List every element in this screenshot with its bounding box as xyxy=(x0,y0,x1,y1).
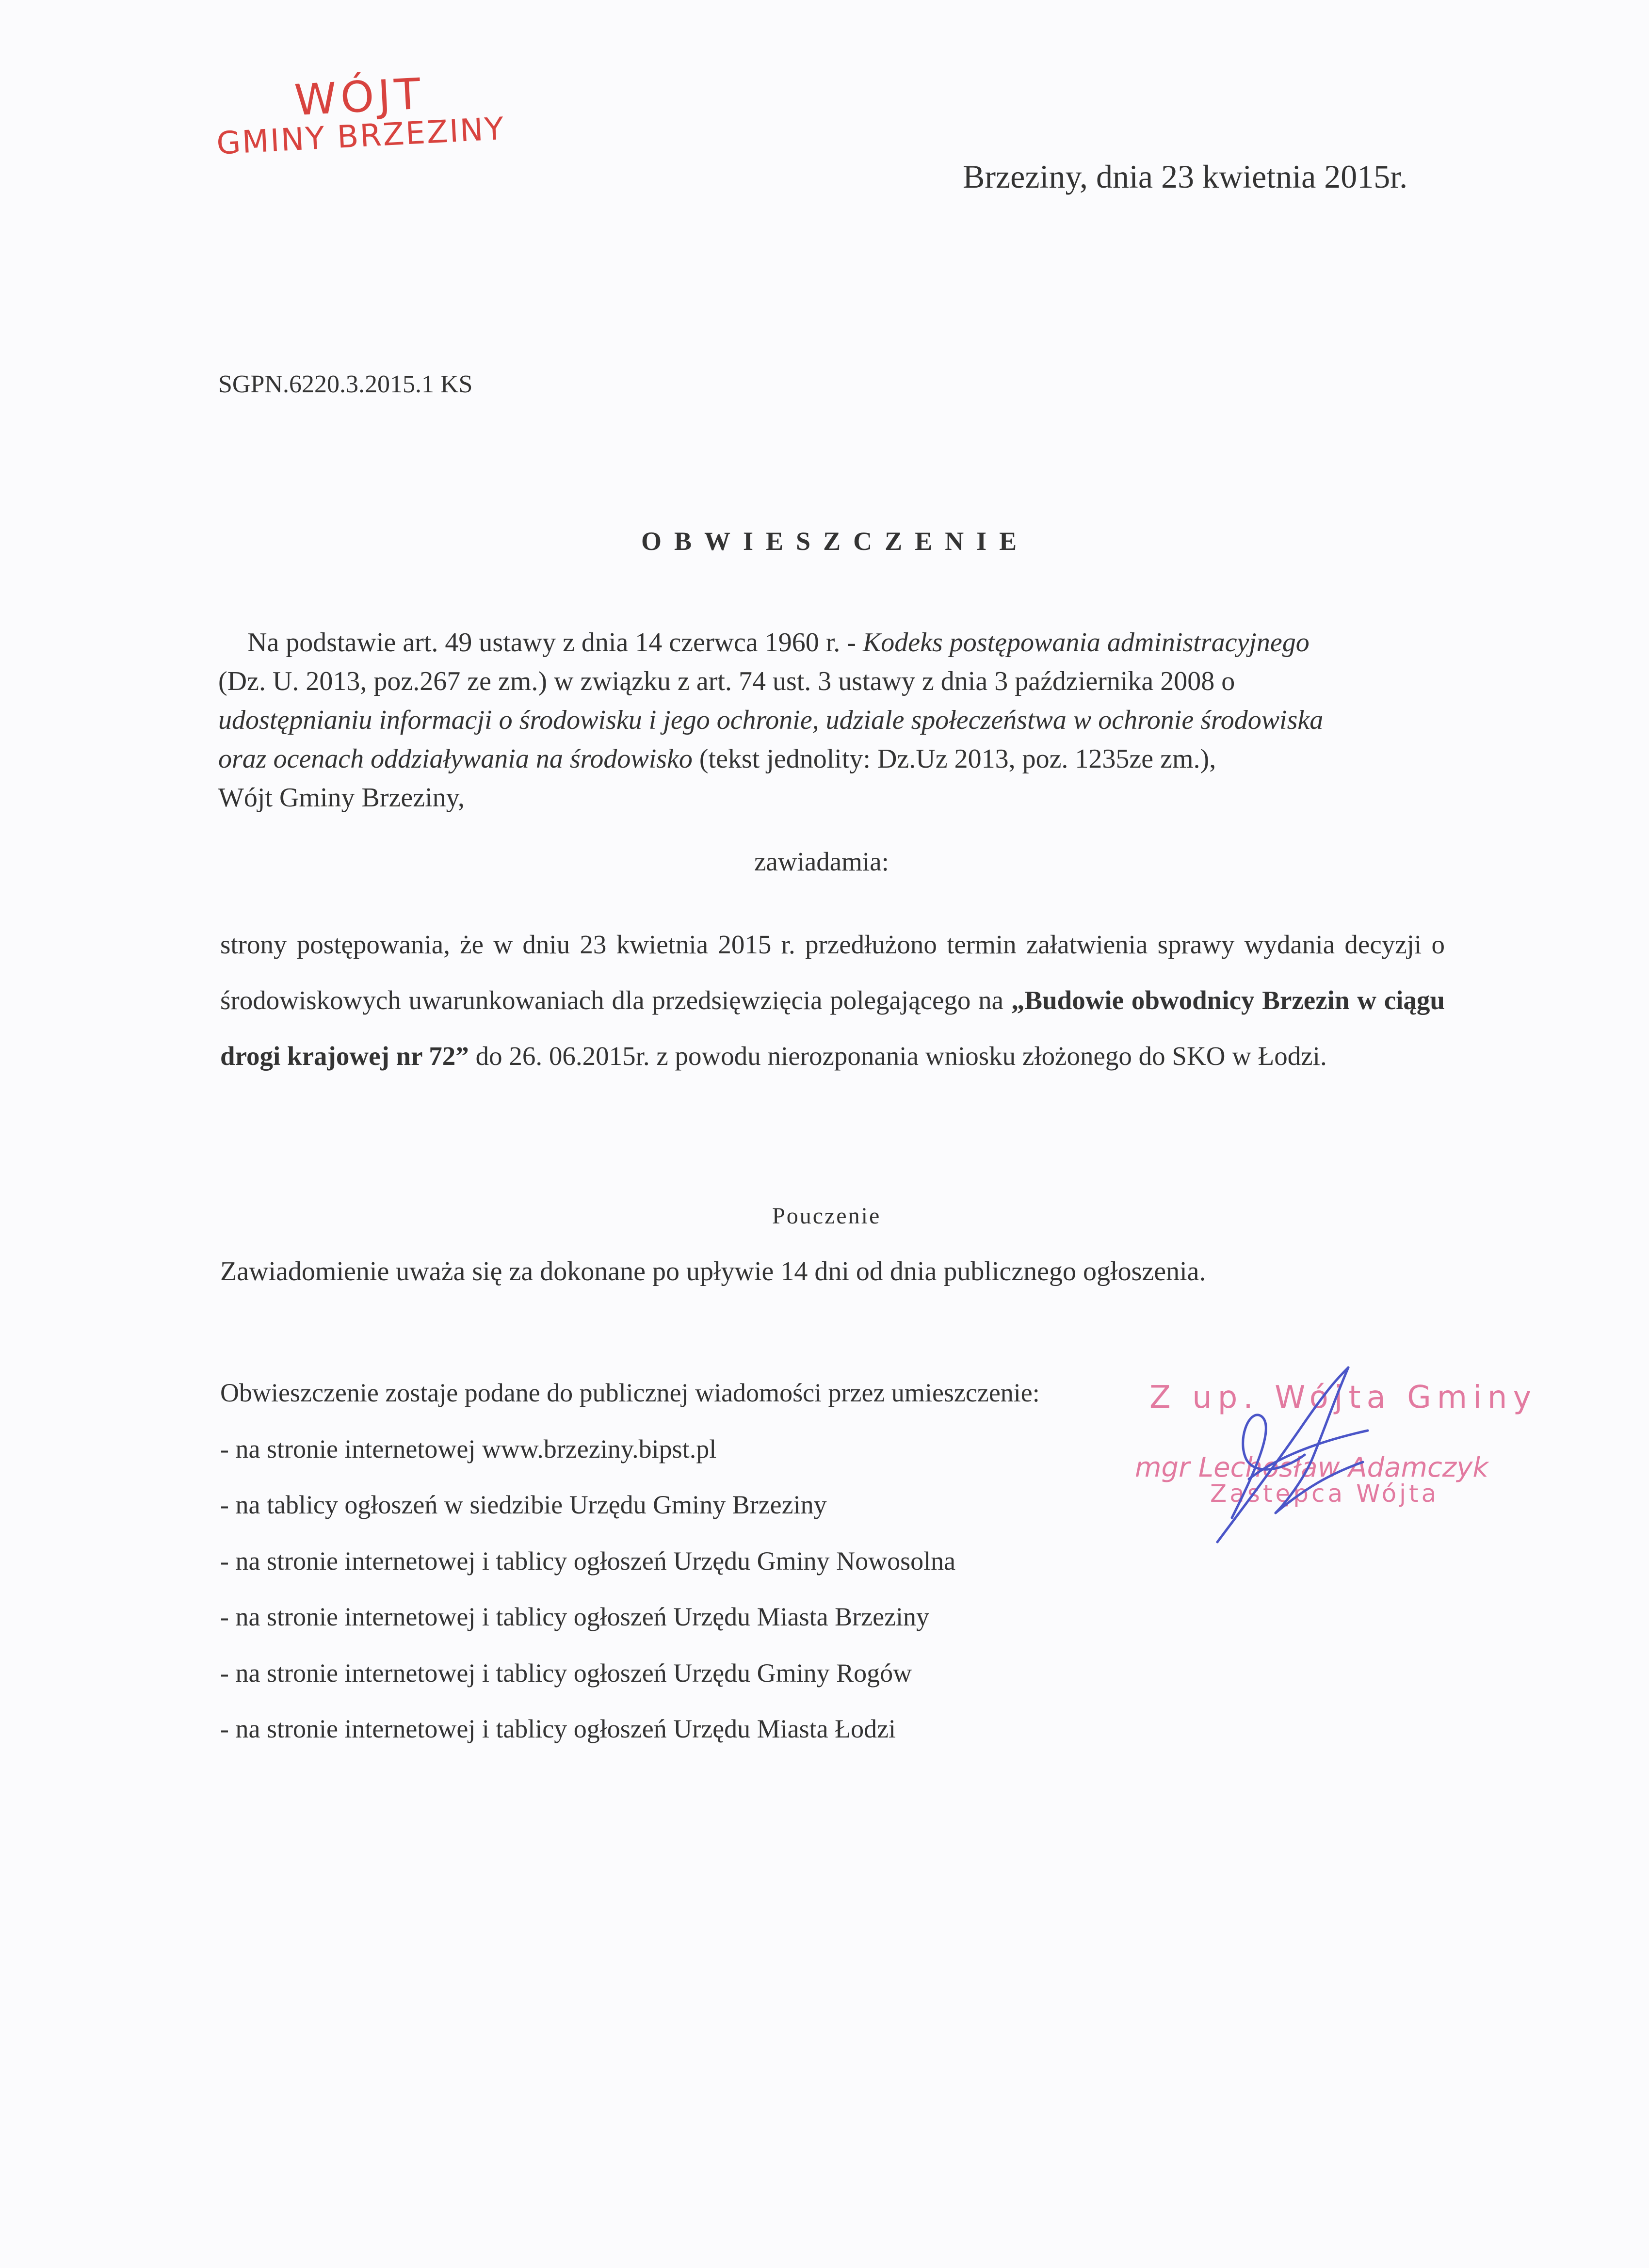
office-stamp-header xyxy=(213,67,506,161)
list-item: - na stronie internetowej www.brzeziny.bipst.pl xyxy=(220,1434,717,1464)
list-item: - na stronie internetowej i tablicy ogłoszeń Urzędu Gminy Rogów xyxy=(220,1658,912,1688)
instruction-heading: Pouczenie xyxy=(772,1203,881,1229)
notice-body-text: strony postępowania, że w dniu 23 kwietnia 2015 r. przedłużono termin załatwienia sprawy wydania decyzji o środowiskowych uwarunkowaniach dla przedsięwzięcia polegającego na xyxy=(220,930,1445,1015)
legal-basis-text: Na podstawie art. 49 ustawy z dnia 14 czerwca 1960 r. - xyxy=(247,627,863,658)
notice-body-text-end: do 26. 06.2015r. z powodu nierozponania wniosku złożonego do SKO w Łodzi. xyxy=(469,1041,1327,1071)
list-item: - na stronie internetowej i tablicy ogłoszeń Urzędu Miasta Łodzi xyxy=(220,1714,896,1743)
act-citation: (tekst jednolity: Dz.Uz 2013, poz. 1235ze zm.), xyxy=(692,744,1216,774)
act-title-part-1: udostępnianiu informacji o środowisku i jego ochronie, udziale społeczeństwa w ochronie środowiska xyxy=(218,705,1324,735)
announcement-verb: zawiadamia: xyxy=(754,847,889,876)
legal-basis-line-4 xyxy=(218,740,1323,778)
stamp-title: WÓJT xyxy=(293,68,426,126)
code-title: Kodeks postępowania administracyjnego xyxy=(862,627,1310,658)
publication-list xyxy=(220,1365,1040,1757)
list-item: - na stronie internetowej i tablicy ogłoszeń Urzędu Miasta Brzeziny xyxy=(220,1602,930,1631)
stamp-signer-role: Zastępca Wójta xyxy=(1210,1480,1439,1508)
project-name: „Budowie obwodnicy Brzezin w ciągu drogi krajowej nr 72” xyxy=(220,985,1445,1071)
act-title-part-2: oraz ocenach oddziaływania na środowisko xyxy=(218,744,693,774)
document-title: OBWIESZCZENIE xyxy=(641,527,1030,556)
instruction-text: Zawiadomienie uważa się za dokonane po upływie 14 dni od dnia publicznego ogłoszenia. xyxy=(220,1256,1206,1287)
list-item: - na stronie internetowej i tablicy ogłoszeń Urzędu Gminy Nowosolna xyxy=(220,1546,956,1576)
notice-body xyxy=(220,917,1445,1084)
legal-basis-line-2: (Dz. U. 2013, poz.267 ze zm.) w związku z art. 74 ust. 3 ustawy z dnia 3 października 2008 o xyxy=(218,666,1235,696)
legal-basis-line-1 xyxy=(218,623,1323,662)
authority-name: Wójt Gminy Brzeziny, xyxy=(218,783,465,813)
stamp-on-behalf: Z up. Wójta Gminy xyxy=(1149,1380,1537,1415)
stamp-office-name: GMINY BRZEZINY xyxy=(215,111,506,162)
legal-basis-paragraph xyxy=(218,623,1323,817)
handwritten-signature xyxy=(1203,1358,1387,1552)
stamp-signer-name: mgr Lechosław Adamczyk xyxy=(1135,1452,1488,1483)
reference-number: SGPN.6220.3.2015.1 KS xyxy=(218,370,473,398)
list-item: - na tablicy ogłoszeń w siedzibie Urzędu Gminy Brzeziny xyxy=(220,1490,827,1519)
legal-basis-line-3 xyxy=(218,701,1323,740)
document-date: Brzeziny, dnia 23 kwietnia 2015r. xyxy=(963,158,1408,195)
publication-intro: Obwieszczenie zostaje podane do publicznej wiadomości przez umieszczenie: xyxy=(220,1378,1040,1407)
